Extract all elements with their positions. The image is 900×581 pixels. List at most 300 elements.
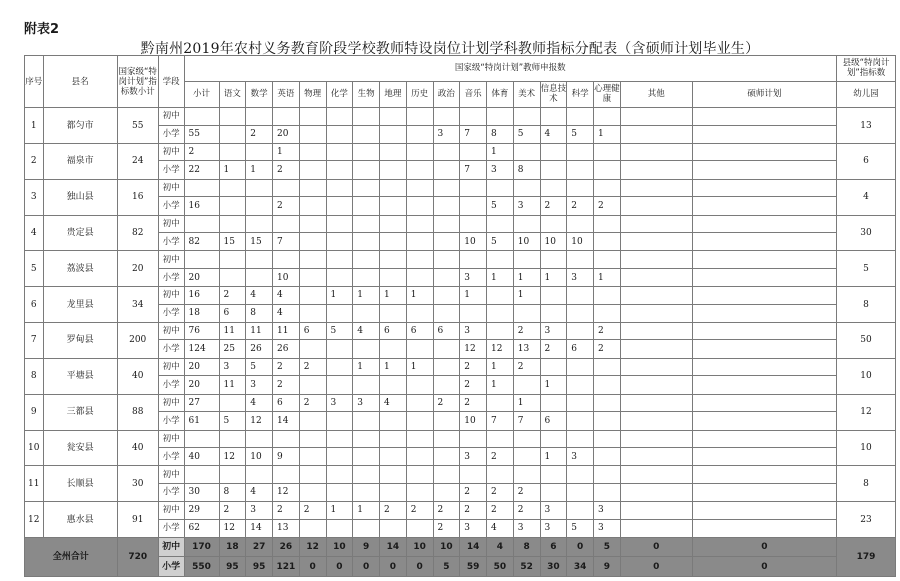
value-cell bbox=[380, 125, 407, 143]
value-cell: 62 bbox=[184, 519, 219, 537]
value-cell bbox=[299, 519, 326, 537]
value-cell bbox=[513, 304, 540, 322]
value-cell bbox=[620, 268, 692, 286]
value-cell bbox=[299, 125, 326, 143]
value-cell bbox=[460, 179, 487, 196]
value-cell: 0 bbox=[326, 557, 353, 577]
value-cell: 26 bbox=[273, 340, 300, 358]
value-cell bbox=[406, 197, 433, 215]
value-cell: 1 bbox=[487, 268, 514, 286]
value-cell: 9 bbox=[273, 447, 300, 465]
table-row bbox=[25, 287, 896, 304]
value-cell bbox=[353, 197, 380, 215]
value-cell: 6 bbox=[219, 304, 246, 322]
value-cell: 3 bbox=[594, 502, 621, 519]
value-cell: 1 bbox=[540, 376, 567, 394]
value-cell: 4 bbox=[353, 323, 380, 340]
value-cell bbox=[246, 466, 273, 483]
value-cell: 8 bbox=[513, 161, 540, 179]
value-cell bbox=[299, 483, 326, 501]
value-cell: 1 bbox=[460, 287, 487, 304]
value-cell bbox=[692, 502, 836, 519]
value-cell: 1 bbox=[594, 125, 621, 143]
value-cell: 2 bbox=[299, 394, 326, 411]
page-title: 黔南州2019年农村义务教育阶段学校教师特设岗位计划学科教师指标分配表（含硕师计划毕业生） bbox=[140, 41, 760, 57]
value-cell bbox=[692, 251, 836, 268]
value-cell: 11 bbox=[273, 323, 300, 340]
value-cell bbox=[433, 376, 460, 394]
value-cell: 0 bbox=[620, 557, 692, 577]
value-cell: 1 bbox=[406, 287, 433, 304]
value-cell: 2 bbox=[433, 394, 460, 411]
stage-label: 初中 bbox=[158, 537, 184, 556]
row-kindergarten: 10 bbox=[837, 430, 896, 466]
value-cell bbox=[692, 197, 836, 215]
value-cell bbox=[326, 268, 353, 286]
table-row bbox=[25, 215, 896, 232]
value-cell: 2 bbox=[540, 340, 567, 358]
value-cell: 22 bbox=[184, 161, 219, 179]
value-cell bbox=[380, 340, 407, 358]
value-cell bbox=[219, 108, 246, 125]
value-cell: 0 bbox=[380, 557, 407, 577]
stage-label: 初中 bbox=[158, 430, 184, 447]
value-cell: 30 bbox=[540, 557, 567, 577]
row-kindergarten: 12 bbox=[837, 394, 896, 430]
value-cell: 2 bbox=[246, 125, 273, 143]
value-cell bbox=[567, 466, 594, 483]
table-row bbox=[25, 323, 896, 340]
value-cell bbox=[219, 179, 246, 196]
value-cell bbox=[594, 161, 621, 179]
value-cell bbox=[299, 447, 326, 465]
header-subject: 音乐 bbox=[460, 81, 487, 108]
value-cell: 3 bbox=[460, 447, 487, 465]
value-cell bbox=[380, 268, 407, 286]
value-cell bbox=[692, 125, 836, 143]
value-cell: 14 bbox=[460, 537, 487, 556]
value-cell bbox=[326, 304, 353, 322]
value-cell: 95 bbox=[219, 557, 246, 577]
stage-label: 小学 bbox=[158, 412, 184, 430]
value-cell bbox=[184, 430, 219, 447]
value-cell: 2 bbox=[513, 483, 540, 501]
quota-table bbox=[24, 55, 896, 577]
row-county: 平塘县 bbox=[43, 358, 117, 394]
value-cell bbox=[184, 251, 219, 268]
value-cell: 0 bbox=[299, 557, 326, 577]
stage-label: 小学 bbox=[158, 304, 184, 322]
stage-label: 初中 bbox=[158, 144, 184, 161]
value-cell: 1 bbox=[594, 268, 621, 286]
value-cell bbox=[620, 483, 692, 501]
header-subject: 化学 bbox=[326, 81, 353, 108]
stage-label: 初中 bbox=[158, 358, 184, 375]
value-cell: 95 bbox=[246, 557, 273, 577]
value-cell bbox=[299, 340, 326, 358]
value-cell: 1 bbox=[406, 358, 433, 375]
value-cell bbox=[246, 144, 273, 161]
value-cell bbox=[406, 483, 433, 501]
value-cell bbox=[380, 108, 407, 125]
value-cell bbox=[353, 447, 380, 465]
value-cell bbox=[540, 304, 567, 322]
value-cell: 30 bbox=[184, 483, 219, 501]
value-cell bbox=[406, 125, 433, 143]
value-cell bbox=[692, 412, 836, 430]
value-cell bbox=[460, 108, 487, 125]
value-cell bbox=[594, 466, 621, 483]
value-cell bbox=[299, 161, 326, 179]
value-cell: 2 bbox=[540, 197, 567, 215]
value-cell bbox=[487, 287, 514, 304]
row-county: 贵定县 bbox=[43, 215, 117, 251]
value-cell bbox=[353, 268, 380, 286]
value-cell: 3 bbox=[540, 502, 567, 519]
row-quota: 16 bbox=[117, 179, 158, 215]
value-cell: 3 bbox=[594, 519, 621, 537]
value-cell bbox=[273, 430, 300, 447]
value-cell bbox=[692, 144, 836, 161]
value-cell bbox=[433, 483, 460, 501]
value-cell bbox=[487, 108, 514, 125]
value-cell: 12 bbox=[299, 537, 326, 556]
value-cell: 15 bbox=[219, 233, 246, 251]
value-cell bbox=[620, 125, 692, 143]
stage-label: 初中 bbox=[158, 215, 184, 232]
value-cell bbox=[540, 287, 567, 304]
value-cell bbox=[567, 358, 594, 375]
header-subject: 地理 bbox=[380, 81, 407, 108]
value-cell bbox=[380, 447, 407, 465]
row-kindergarten: 5 bbox=[837, 251, 896, 287]
value-cell: 52 bbox=[513, 557, 540, 577]
value-cell: 550 bbox=[184, 557, 219, 577]
stage-label: 小学 bbox=[158, 557, 184, 577]
value-cell bbox=[433, 268, 460, 286]
value-cell bbox=[326, 412, 353, 430]
value-cell bbox=[594, 251, 621, 268]
value-cell: 1 bbox=[219, 161, 246, 179]
value-cell: 10 bbox=[513, 233, 540, 251]
row-county: 独山县 bbox=[43, 179, 117, 215]
value-cell bbox=[406, 251, 433, 268]
value-cell bbox=[353, 108, 380, 125]
row-kindergarten: 23 bbox=[837, 502, 896, 538]
value-cell bbox=[299, 412, 326, 430]
value-cell: 82 bbox=[184, 233, 219, 251]
value-cell: 5 bbox=[219, 412, 246, 430]
value-cell bbox=[299, 268, 326, 286]
value-cell bbox=[620, 358, 692, 375]
value-cell bbox=[326, 358, 353, 375]
value-cell: 2 bbox=[487, 502, 514, 519]
value-cell bbox=[540, 251, 567, 268]
value-cell: 2 bbox=[487, 483, 514, 501]
value-cell: 4 bbox=[273, 287, 300, 304]
table-body bbox=[25, 56, 896, 577]
value-cell bbox=[219, 251, 246, 268]
table-row bbox=[25, 108, 896, 125]
value-cell: 18 bbox=[184, 304, 219, 322]
value-cell: 16 bbox=[184, 287, 219, 304]
row-seq: 6 bbox=[25, 287, 44, 323]
value-cell: 2 bbox=[380, 502, 407, 519]
value-cell bbox=[353, 483, 380, 501]
header-subject: 生物 bbox=[353, 81, 380, 108]
value-cell: 2 bbox=[299, 358, 326, 375]
value-cell: 12 bbox=[246, 412, 273, 430]
row-kindergarten: 10 bbox=[837, 358, 896, 394]
value-cell bbox=[620, 251, 692, 268]
value-cell bbox=[620, 430, 692, 447]
header-subject: 其他 bbox=[620, 81, 692, 108]
value-cell: 3 bbox=[460, 519, 487, 537]
value-cell bbox=[273, 215, 300, 232]
value-cell bbox=[540, 466, 567, 483]
table-row bbox=[25, 394, 896, 411]
value-cell: 20 bbox=[273, 125, 300, 143]
stage-label: 初中 bbox=[158, 323, 184, 340]
value-cell bbox=[246, 430, 273, 447]
value-cell: 4 bbox=[487, 519, 514, 537]
value-cell bbox=[594, 304, 621, 322]
value-cell bbox=[620, 161, 692, 179]
value-cell bbox=[567, 412, 594, 430]
value-cell: 34 bbox=[567, 557, 594, 577]
row-seq: 11 bbox=[25, 466, 44, 502]
value-cell bbox=[433, 287, 460, 304]
value-cell: 12 bbox=[460, 340, 487, 358]
value-cell bbox=[487, 179, 514, 196]
value-cell bbox=[620, 394, 692, 411]
stage-label: 初中 bbox=[158, 394, 184, 411]
value-cell: 3 bbox=[513, 197, 540, 215]
value-cell: 10 bbox=[326, 537, 353, 556]
row-seq: 9 bbox=[25, 394, 44, 430]
value-cell bbox=[219, 144, 246, 161]
stage-label: 小学 bbox=[158, 340, 184, 358]
value-cell: 1 bbox=[353, 358, 380, 375]
value-cell: 8 bbox=[219, 483, 246, 501]
value-cell bbox=[380, 144, 407, 161]
value-cell bbox=[326, 447, 353, 465]
value-cell bbox=[567, 376, 594, 394]
value-cell bbox=[513, 108, 540, 125]
value-cell bbox=[299, 376, 326, 394]
value-cell: 1 bbox=[353, 287, 380, 304]
value-cell: 2 bbox=[594, 323, 621, 340]
value-cell: 13 bbox=[513, 340, 540, 358]
value-cell bbox=[406, 466, 433, 483]
header-county-group: 县级“特岗计划”指标数 bbox=[837, 56, 896, 82]
value-cell: 6 bbox=[433, 323, 460, 340]
header-subject: 信息技术 bbox=[540, 81, 567, 108]
row-kindergarten: 30 bbox=[837, 215, 896, 251]
value-cell: 1 bbox=[326, 502, 353, 519]
value-cell: 6 bbox=[406, 323, 433, 340]
value-cell bbox=[326, 483, 353, 501]
stage-label: 小学 bbox=[158, 268, 184, 286]
value-cell bbox=[692, 394, 836, 411]
table-row bbox=[25, 144, 896, 161]
value-cell bbox=[620, 466, 692, 483]
value-cell bbox=[326, 233, 353, 251]
value-cell: 2 bbox=[299, 502, 326, 519]
value-cell: 5 bbox=[246, 358, 273, 375]
value-cell: 2 bbox=[273, 376, 300, 394]
value-cell: 11 bbox=[246, 323, 273, 340]
value-cell: 4 bbox=[246, 483, 273, 501]
value-cell bbox=[353, 125, 380, 143]
value-cell bbox=[273, 251, 300, 268]
value-cell: 7 bbox=[487, 412, 514, 430]
value-cell: 2 bbox=[184, 144, 219, 161]
value-cell bbox=[433, 251, 460, 268]
value-cell bbox=[594, 483, 621, 501]
value-cell bbox=[219, 125, 246, 143]
value-cell bbox=[353, 412, 380, 430]
value-cell bbox=[353, 179, 380, 196]
value-cell: 2 bbox=[460, 394, 487, 411]
value-cell bbox=[692, 519, 836, 537]
stage-label: 初中 bbox=[158, 287, 184, 304]
value-cell bbox=[433, 340, 460, 358]
value-cell bbox=[380, 179, 407, 196]
value-cell bbox=[460, 304, 487, 322]
value-cell bbox=[406, 161, 433, 179]
stage-label: 小学 bbox=[158, 483, 184, 501]
value-cell bbox=[620, 519, 692, 537]
value-cell bbox=[219, 197, 246, 215]
value-cell: 20 bbox=[184, 268, 219, 286]
table-row bbox=[25, 466, 896, 483]
header-subject: 英语 bbox=[273, 81, 300, 108]
value-cell: 6 bbox=[299, 323, 326, 340]
value-cell bbox=[433, 144, 460, 161]
value-cell bbox=[326, 519, 353, 537]
row-seq: 3 bbox=[25, 179, 44, 215]
value-cell: 0 bbox=[353, 557, 380, 577]
value-cell bbox=[692, 466, 836, 483]
stage-label: 初中 bbox=[158, 502, 184, 519]
value-cell: 5 bbox=[487, 197, 514, 215]
value-cell bbox=[273, 466, 300, 483]
value-cell bbox=[620, 197, 692, 215]
value-cell bbox=[299, 215, 326, 232]
value-cell: 76 bbox=[184, 323, 219, 340]
value-cell: 3 bbox=[540, 519, 567, 537]
value-cell bbox=[594, 430, 621, 447]
stage-label: 初中 bbox=[158, 108, 184, 125]
value-cell bbox=[513, 430, 540, 447]
value-cell bbox=[540, 430, 567, 447]
value-cell: 7 bbox=[460, 125, 487, 143]
value-cell bbox=[692, 376, 836, 394]
value-cell bbox=[594, 376, 621, 394]
value-cell bbox=[184, 179, 219, 196]
value-cell bbox=[692, 268, 836, 286]
value-cell bbox=[594, 215, 621, 232]
value-cell bbox=[540, 394, 567, 411]
value-cell: 5 bbox=[513, 125, 540, 143]
value-cell bbox=[567, 215, 594, 232]
value-cell bbox=[184, 466, 219, 483]
value-cell bbox=[460, 466, 487, 483]
value-cell: 14 bbox=[380, 537, 407, 556]
value-cell bbox=[353, 161, 380, 179]
value-cell bbox=[692, 430, 836, 447]
value-cell bbox=[487, 430, 514, 447]
value-cell bbox=[692, 483, 836, 501]
value-cell bbox=[406, 108, 433, 125]
value-cell bbox=[299, 233, 326, 251]
value-cell bbox=[353, 251, 380, 268]
value-cell bbox=[620, 340, 692, 358]
value-cell: 1 bbox=[273, 144, 300, 161]
header-subject: 物理 bbox=[299, 81, 326, 108]
value-cell bbox=[433, 197, 460, 215]
value-cell bbox=[380, 430, 407, 447]
value-cell: 26 bbox=[246, 340, 273, 358]
value-cell bbox=[460, 197, 487, 215]
value-cell: 1 bbox=[380, 287, 407, 304]
value-cell: 2 bbox=[219, 502, 246, 519]
row-county: 都匀市 bbox=[43, 108, 117, 144]
row-kindergarten: 8 bbox=[837, 466, 896, 502]
row-kindergarten: 179 bbox=[837, 537, 896, 576]
value-cell bbox=[513, 215, 540, 232]
value-cell: 13 bbox=[273, 519, 300, 537]
value-cell bbox=[406, 412, 433, 430]
value-cell: 59 bbox=[460, 557, 487, 577]
value-cell bbox=[273, 108, 300, 125]
value-cell bbox=[246, 197, 273, 215]
value-cell bbox=[246, 251, 273, 268]
value-cell: 5 bbox=[487, 233, 514, 251]
value-cell bbox=[326, 215, 353, 232]
value-cell bbox=[299, 251, 326, 268]
value-cell bbox=[620, 179, 692, 196]
value-cell bbox=[692, 215, 836, 232]
value-cell bbox=[594, 179, 621, 196]
value-cell: 14 bbox=[273, 412, 300, 430]
value-cell bbox=[692, 233, 836, 251]
value-cell bbox=[487, 394, 514, 411]
value-cell bbox=[620, 215, 692, 232]
value-cell: 50 bbox=[487, 557, 514, 577]
value-cell bbox=[380, 161, 407, 179]
value-cell bbox=[487, 323, 514, 340]
value-cell: 0 bbox=[620, 537, 692, 556]
value-cell bbox=[353, 376, 380, 394]
value-cell bbox=[540, 108, 567, 125]
value-cell bbox=[326, 179, 353, 196]
value-cell: 1 bbox=[326, 287, 353, 304]
value-cell: 9 bbox=[594, 557, 621, 577]
value-cell bbox=[326, 340, 353, 358]
value-cell bbox=[380, 197, 407, 215]
value-cell bbox=[326, 466, 353, 483]
value-cell bbox=[433, 304, 460, 322]
value-cell bbox=[406, 268, 433, 286]
value-cell bbox=[326, 144, 353, 161]
row-quota: 82 bbox=[117, 215, 158, 251]
value-cell: 10 bbox=[433, 537, 460, 556]
value-cell bbox=[219, 466, 246, 483]
value-cell bbox=[433, 430, 460, 447]
row-county: 罗甸县 bbox=[43, 323, 117, 359]
